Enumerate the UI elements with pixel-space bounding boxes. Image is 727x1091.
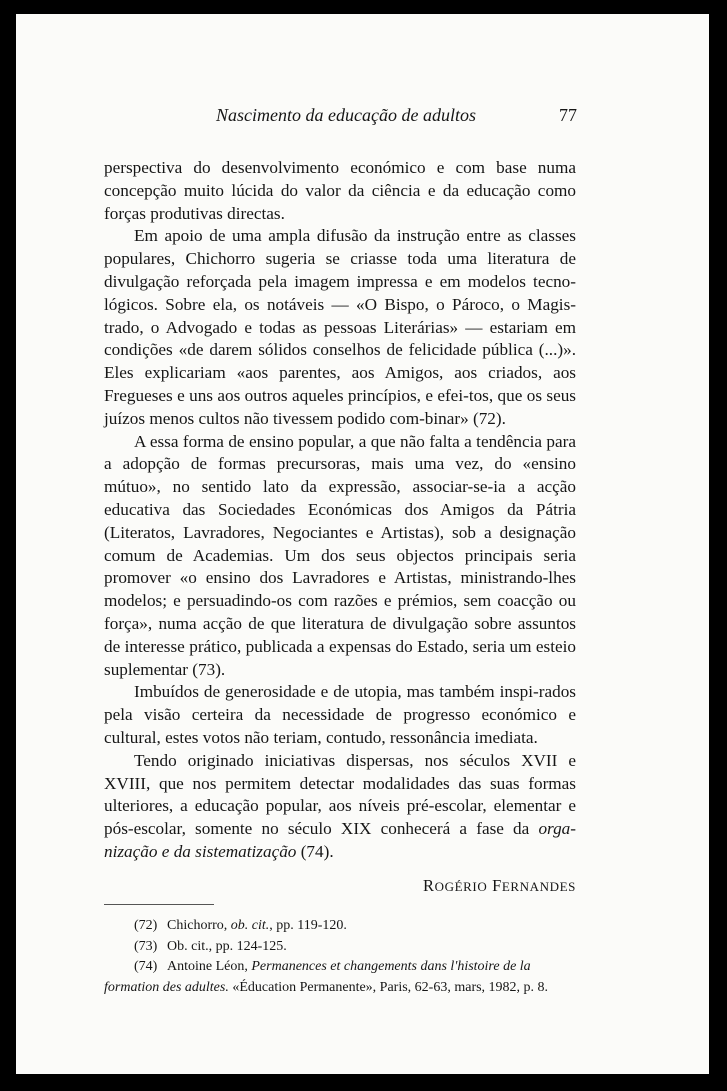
signature-first-initial: R — [423, 876, 435, 895]
body-text — [104, 157, 576, 864]
paragraph-5-emphasis: orga-nização e da sistematização — [104, 819, 576, 861]
footnote-italic: Permanences et changements dans l'histoire de la — [251, 959, 531, 974]
footnote-text: «Éducation Permanente», Paris, 62-63, mars, 1982, p. 8. — [228, 979, 549, 995]
footnote-italic: formation des adultes. — [104, 979, 229, 995]
footnote-74 — [104, 957, 576, 978]
paragraph-2: Em apoio de uma ampla difusão da instrução entre as classes populares, Chichorro sugeria se criasse toda uma literatura de divulgação reforçada pela imagem impressa e em modelos tecno-lógicos. Sobre ela, os notáveis — «O Bispo, o Pároco, o Magis-trado, o Advogado e todas as pessoas Literárias» — estariam em condições «de darem sólidos conselhos de felicidade pública (...)». Eles explicariam «aos parentes, aos Amigos, aos criados, aos Fregueses e uns aos outros aqueles princípios, e efei-tos, que os seus juízos menos cultos não tivessem podido com-binar» (72). — [104, 226, 576, 428]
signature-last-rest: ERNANDES — [501, 879, 576, 894]
author-signature — [386, 876, 576, 897]
footnote-mark: (73) — [134, 938, 158, 954]
signature-last-initial: F — [492, 876, 502, 895]
book-page — [16, 14, 709, 1074]
paragraph-4: Imbuídos de generosidade e de utopia, mas também inspi-rados pela visão certeira da necessidade de progresso económico e cultural, estes votos não teriam, contudo, ressonância imediata. — [104, 682, 576, 747]
footnote-italic: ob. cit. — [230, 918, 270, 933]
footnote-mark: (72) — [134, 918, 158, 933]
footnote-text: , pp. 119-120. — [269, 918, 347, 933]
page-number: 77 — [559, 105, 577, 125]
page-header — [192, 102, 577, 128]
footnote-74-continued — [104, 978, 576, 999]
paragraph-1: perspectiva do desenvolvimento económico e com base numa concepção muito lúcida do valor da ciência e da educação como forças produtivas directas. — [104, 158, 576, 223]
footnotes — [104, 916, 576, 998]
footnote-text: Chichorro, — [167, 918, 231, 933]
paragraph-5 — [104, 750, 576, 864]
paragraph-3: A essa forma de ensino popular, a que não falta a tendência para a adopção de formas precursoras, mais uma vez, do «ensino mútuo», no sentido lato da expressão, associar-se-ia a acção educativa das Sociedades Económicas dos Amigos da Pátria (Literatos, Lavradores, Negociantes e Artistas), sob a designação comum de Academias. Um dos seus objectos principais seria promover «o ensino dos Lavradores e Artistas, ministrando-lhes modelos; e persuadindo-os com razões e prémios, sem coacção ou força», numa acção de que literatura de divulgação sobre assuntos de interesse prático, publicada a expensas do Estado, seria um esteio suplementar (73). — [104, 431, 576, 679]
footnote-mark: (74) — [134, 959, 158, 974]
paragraph-5-text: Tendo originado iniciativas dispersas, nos séculos XVII e XVIII, que nos permitem detectar modalidades das suas formas ulteriores, a educação popular, aos níveis pré-escolar, elementar e pós-escolar, somente no século XIX conhecerá a fase da — [104, 750, 576, 839]
paragraph-5-citation: (74). — [296, 841, 334, 861]
footnote-72 — [104, 916, 576, 937]
running-title: Nascimento da educação de adultos — [216, 105, 476, 125]
footnote-text: Ob. cit., pp. 124-125. — [167, 938, 287, 954]
footnote-73 — [104, 937, 576, 958]
footnote-text: Antoine Léon, — [167, 959, 252, 974]
signature-first-rest: OGÉRIO — [434, 879, 488, 894]
footnote-separator — [104, 904, 214, 905]
